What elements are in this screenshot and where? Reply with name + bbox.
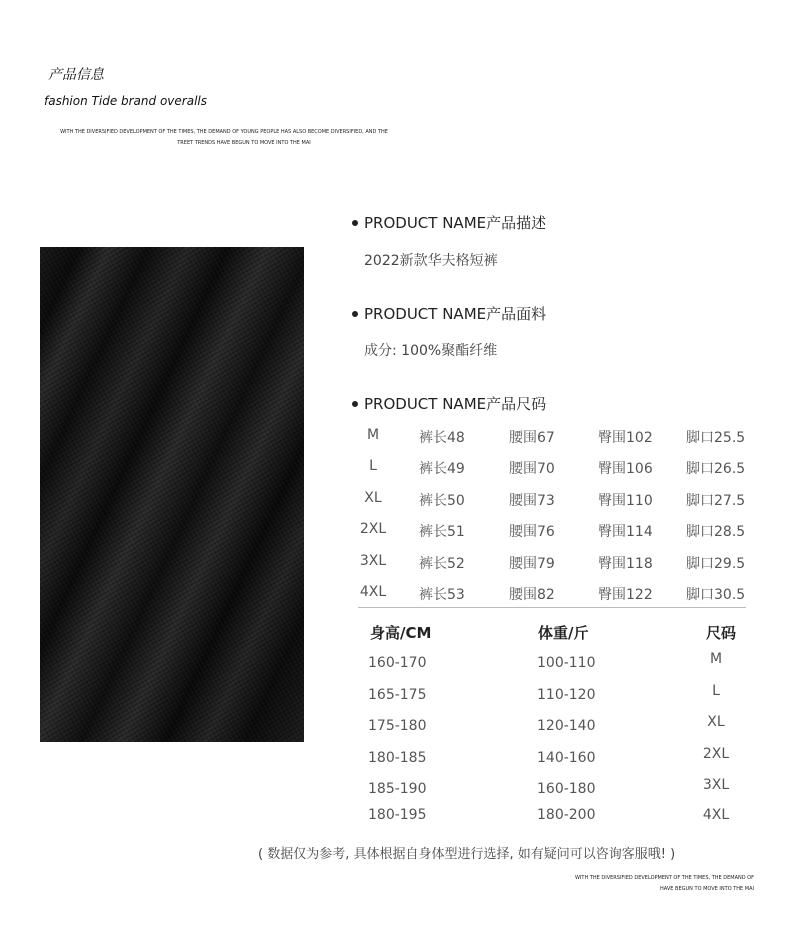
hip-cell: 臀围118 (598, 556, 653, 572)
size-row (358, 521, 758, 541)
weight-cell: 140-160 (537, 750, 596, 766)
hem-cell: 脚口25.5 (686, 430, 746, 446)
height-cell: 165-175 (368, 687, 427, 703)
length-cell: 裤长51 (419, 524, 465, 540)
hip-cell: 臀围102 (598, 430, 653, 446)
size-header: 尺码 (706, 624, 737, 642)
fabric-heading (352, 303, 546, 324)
height-cell: 185-190 (368, 781, 427, 797)
size-row (358, 458, 758, 478)
size-cell: XL (364, 490, 382, 506)
height-cell: 175-180 (368, 718, 427, 734)
length-cell: 裤长50 (419, 493, 465, 509)
bullet-icon (352, 311, 358, 317)
height-cell: 160-170 (368, 655, 427, 671)
fabric-text: 成分: 100%聚酯纤维 (364, 343, 498, 359)
hem-cell: 脚口26.5 (686, 461, 746, 477)
length-cell: 裤长52 (419, 556, 465, 572)
hip-cell: 臀围122 (598, 587, 653, 603)
height-cell: 180-185 (368, 750, 427, 766)
description-heading (352, 212, 546, 233)
height-header: 身高/CM (370, 624, 432, 642)
size-row (358, 427, 758, 447)
bullet-icon (352, 220, 358, 226)
size-cell: 4XL (702, 807, 730, 823)
reference-note: ( 数据仅为参考, 具体根据自身体型进行选择, 如有疑问可以咨询客服哦! ) (258, 847, 676, 862)
weight-header: 体重/斤 (538, 624, 589, 642)
size-cell: M (366, 427, 380, 443)
size-cell: 2XL (702, 746, 730, 762)
weight-cell: 120-140 (537, 718, 596, 734)
size-cell: L (369, 458, 377, 474)
footer-tagline-line-2: HAVE BEGUN TO MOVE INTO THE MAI (660, 886, 754, 892)
size-cell: M (709, 651, 723, 667)
weight-cell: 100-110 (537, 655, 596, 671)
recommend-row (368, 714, 768, 738)
recommend-row (368, 651, 768, 675)
weight-cell: 110-120 (537, 687, 596, 703)
hip-cell: 臀围106 (598, 461, 653, 477)
weight-cell: 160-180 (537, 781, 596, 797)
waist-cell: 腰围73 (509, 493, 555, 509)
header-tagline-line-2: TREET TRENDS HAVE BEGUN TO MOVE INTO THE MAI (177, 140, 311, 146)
waist-cell: 腰围70 (509, 461, 555, 477)
table-divider (358, 607, 746, 608)
header-tagline-line-1: WITH THE DIVERSIFIED DEVELOPMENT OF THE TIMES, THE DEMAND OF YOUNG PEOPLE HAS ALSO BECOME DIVERSIFIED, AND THE (60, 129, 388, 135)
height-cell: 180-195 (368, 807, 427, 823)
size-cell: 3XL (702, 777, 730, 793)
waist-cell: 腰围67 (509, 430, 555, 446)
description-heading-text: PRODUCT NAME产品描述 (364, 214, 547, 232)
page-title: 产品信息 (48, 67, 104, 83)
size-heading-text: PRODUCT NAME产品尺码 (364, 395, 547, 413)
description-text: 2022新款华夫格短裤 (364, 253, 498, 269)
hip-cell: 臀围114 (598, 524, 653, 540)
hem-cell: 脚口27.5 (686, 493, 746, 509)
waist-cell: 腰围76 (509, 524, 555, 540)
hem-cell: 脚口30.5 (686, 587, 746, 603)
size-heading (352, 393, 546, 414)
size-row (358, 553, 758, 573)
header-tagline (44, 127, 404, 149)
weight-cell: 180-200 (537, 807, 596, 823)
hem-cell: 脚口28.5 (686, 524, 746, 540)
hem-cell: 脚口29.5 (686, 556, 746, 572)
waist-cell: 腰围79 (509, 556, 555, 572)
waist-cell: 腰围82 (509, 587, 555, 603)
size-cell: 2XL (359, 521, 387, 537)
fabric-image (40, 247, 304, 742)
size-cell: XL (707, 714, 725, 730)
page-subtitle: fashion Tide brand overalls (44, 94, 207, 108)
recommend-row (368, 683, 768, 707)
size-cell: L (712, 683, 720, 699)
fabric-heading-text: PRODUCT NAME产品面料 (364, 305, 547, 323)
footer-tagline (540, 873, 754, 895)
recommend-row (368, 746, 768, 770)
size-cell: 4XL (359, 584, 387, 600)
bullet-icon (352, 401, 358, 407)
size-row (358, 490, 758, 510)
length-cell: 裤长49 (419, 461, 465, 477)
recommend-row (368, 807, 768, 827)
length-cell: 裤长53 (419, 587, 465, 603)
size-cell: 3XL (359, 553, 387, 569)
hip-cell: 臀围110 (598, 493, 653, 509)
recommend-row (368, 777, 768, 801)
size-row (358, 584, 758, 604)
footer-tagline-line-1: WITH THE DIVERSIFIED DEVELOPMENT OF THE TIMES, THE DEMAND OF (575, 875, 754, 881)
length-cell: 裤长48 (419, 430, 465, 446)
